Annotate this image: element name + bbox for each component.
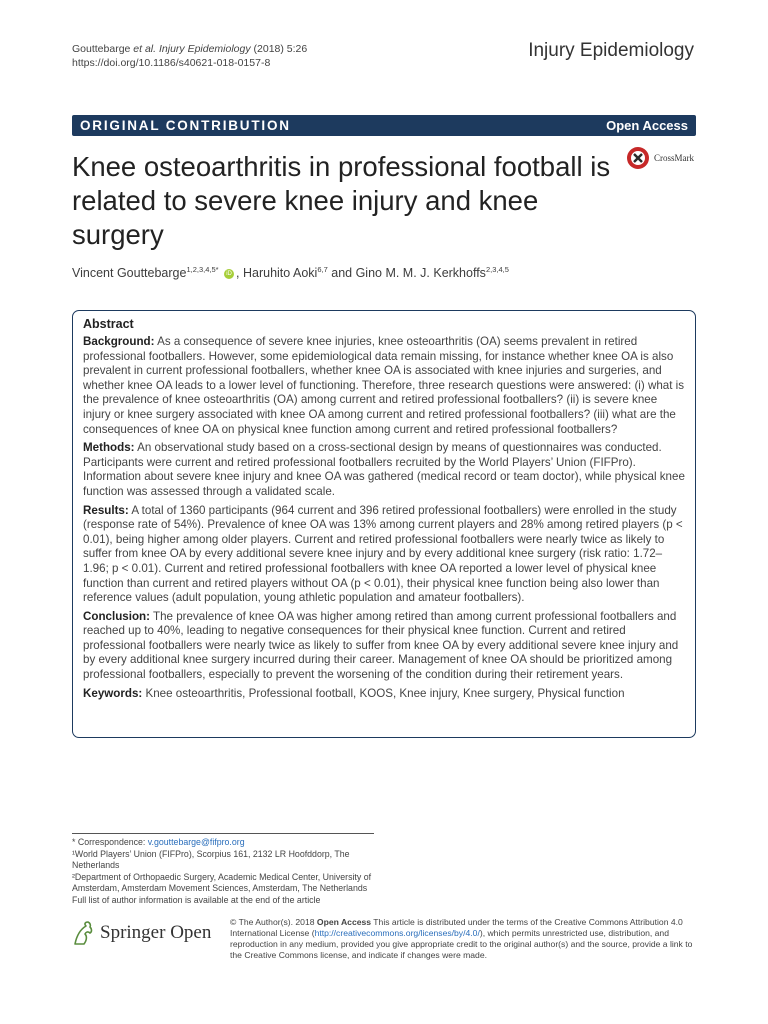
author-2: , Haruhito Aoki: [236, 266, 318, 281]
license-text-1: This article is distributed under the terms of the Creative Commons Attribution 4.0 International License (: [230, 917, 683, 938]
license-text-2: ), which permits unrestricted use, distribution, and reproduction in any medium, provided you give appropriate credit to the original author(s) and the source, provide a link to the Creative Commons license, and indicate if changes were made.: [230, 928, 693, 960]
abstract-box: [72, 310, 696, 738]
conclusion-label: Conclusion:: [83, 609, 150, 623]
keywords-text: Knee osteoarthritis, Professional football, KOOS, Knee injury, Knee surgery, Physical function: [142, 686, 625, 700]
license-url-link[interactable]: http://creativecommons.org/licenses/by/4.0/: [314, 928, 480, 938]
background-text: As a consequence of severe knee injuries, knee osteoarthritis (OA) seems prevalent in retired professional footballers. However, some epidemiological data remain missing, for instance whether knee OA is also prevalent in current professional footballers, whether knee OA is associated with knee injuries and surgeries, and whether knee OA leads to a lower level of functioning. Therefore, three research questions were answered: (i) what is the prevalence of knee osteoarthritis (OA) among current and retired professional footballers? (ii) is severe knee injury or knee surgery associated with knee OA among current and retired professional footballers? (iii) what are the consequences of knee OA on physical knee function among current and retired professional footballers?: [83, 335, 685, 436]
license-notice: [230, 917, 696, 961]
footnotes: [72, 837, 382, 907]
open-word: Open: [165, 922, 212, 943]
abstract-keywords: [83, 687, 685, 702]
results-label: Results:: [83, 503, 129, 517]
crossmark-label: CrossMark: [654, 153, 694, 163]
springer-word: Springer: [100, 922, 166, 943]
abstract-heading: Abstract: [83, 317, 134, 331]
abstract-results: [83, 504, 685, 606]
conclusion-text: The prevalence of knee OA was higher among retired than among current professional footballers and reached up to 40%, leading to negative consequences for their physical knee function. Current and retired professional footballers were nearly twice as likely to suffer from knee OA by every additional severe knee injury and by every additional knee surgery incurred during their career. Management of knee OA should be prioritized among professional footballers, especially to prevent the worsening of the condition during their retirement years.: [83, 609, 679, 682]
citation-author: Gouttebarge: [72, 43, 134, 55]
crossmark-icon: [626, 146, 650, 170]
author-3: and Gino M. M. J. Kerkhoffs: [327, 266, 486, 281]
author-2-affiliations: 6,7: [317, 265, 328, 274]
citation-volume: (2018) 5:26: [250, 43, 308, 55]
methods-text: An observational study based on a cross-sectional design by means of questionnaires was conducted. Participants were current and retired professional footballers recruited by the World Players’ Union (FIFPro). Information about severe knee injury and knee OA was gathered (medical record or team doctor), while physical knee function was assessed through a validated scale.: [83, 441, 685, 498]
author-info-note: Full list of author information is available at the end of the article: [72, 894, 321, 905]
citation-journal: et al. Injury Epidemiology: [133, 43, 251, 55]
article-title: Knee osteoarthritis in professional football is related to severe knee injury and knee surgery: [72, 151, 611, 250]
license-open-access: Open Access: [316, 917, 372, 927]
journal-name: Injury Epidemiology: [528, 40, 694, 61]
author-list: [72, 265, 509, 280]
open-access-label: Open Access: [606, 118, 688, 133]
springer-horse-icon: [72, 920, 94, 946]
springer-open-logo: [72, 920, 211, 946]
methods-label: Methods:: [83, 441, 135, 455]
correspondence-label: * Correspondence:: [72, 837, 148, 847]
author-1: Vincent Gouttebarge: [72, 266, 187, 281]
crossmark-badge[interactable]: [626, 146, 694, 170]
section-banner: [72, 115, 696, 136]
background-label: Background:: [83, 335, 155, 348]
section-label: ORIGINAL CONTRIBUTION: [80, 118, 291, 133]
citation-line: [72, 42, 307, 56]
correspondence-email-link[interactable]: v.gouttebarge@fifpro.org: [147, 837, 245, 847]
results-text: A total of 1360 participants (964 current and 396 retired professional footballers) were enrolled in the study (response rate of 54%). Prevalence of knee OA was 13% among current players and 28% among retired players (p < 0.01), being higher among older players. Current and retired professional footballers were nearly twice as likely to suffer from knee OA by every additional severe knee injury and by every additional knee surgery (risk ratio: 1.72–1.96; p < 0.01). Current and retired professional footballers with knee OA reported a lower level of physical knee function than current and retired players without OA (p < 0.01), their physical knee function being also lower than reference values (adult population, young athletic population and amateur footballers).: [83, 503, 683, 605]
abstract-conclusion: [83, 610, 685, 683]
orcid-icon[interactable]: iD: [224, 269, 234, 279]
affiliation-1: ¹World Players’ Union (FIFPro), Scorpius 161, 2132 LR Hoofddorp, The Netherlands: [72, 848, 350, 871]
footnote-divider: [72, 833, 374, 834]
affiliation-2: ²Department of Orthopaedic Surgery, Academic Medical Center, University of Amsterdam, Amsterdam Movement Sciences, Amsterdam, The Netherlands: [72, 871, 372, 894]
keywords-label: Keywords:: [83, 686, 143, 700]
abstract-methods: [83, 441, 685, 499]
author-1-affiliations: 1,2,3,4,5*: [186, 265, 219, 274]
abstract-background: [83, 335, 685, 437]
doi-link[interactable]: https://doi.org/10.1186/s40621-018-0157-8: [72, 57, 271, 69]
license-copyright: © The Author(s). 2018: [230, 917, 317, 927]
correspondence: [72, 837, 382, 849]
citation-block: [72, 42, 307, 70]
author-3-affiliations: 2,3,4,5: [485, 265, 509, 274]
